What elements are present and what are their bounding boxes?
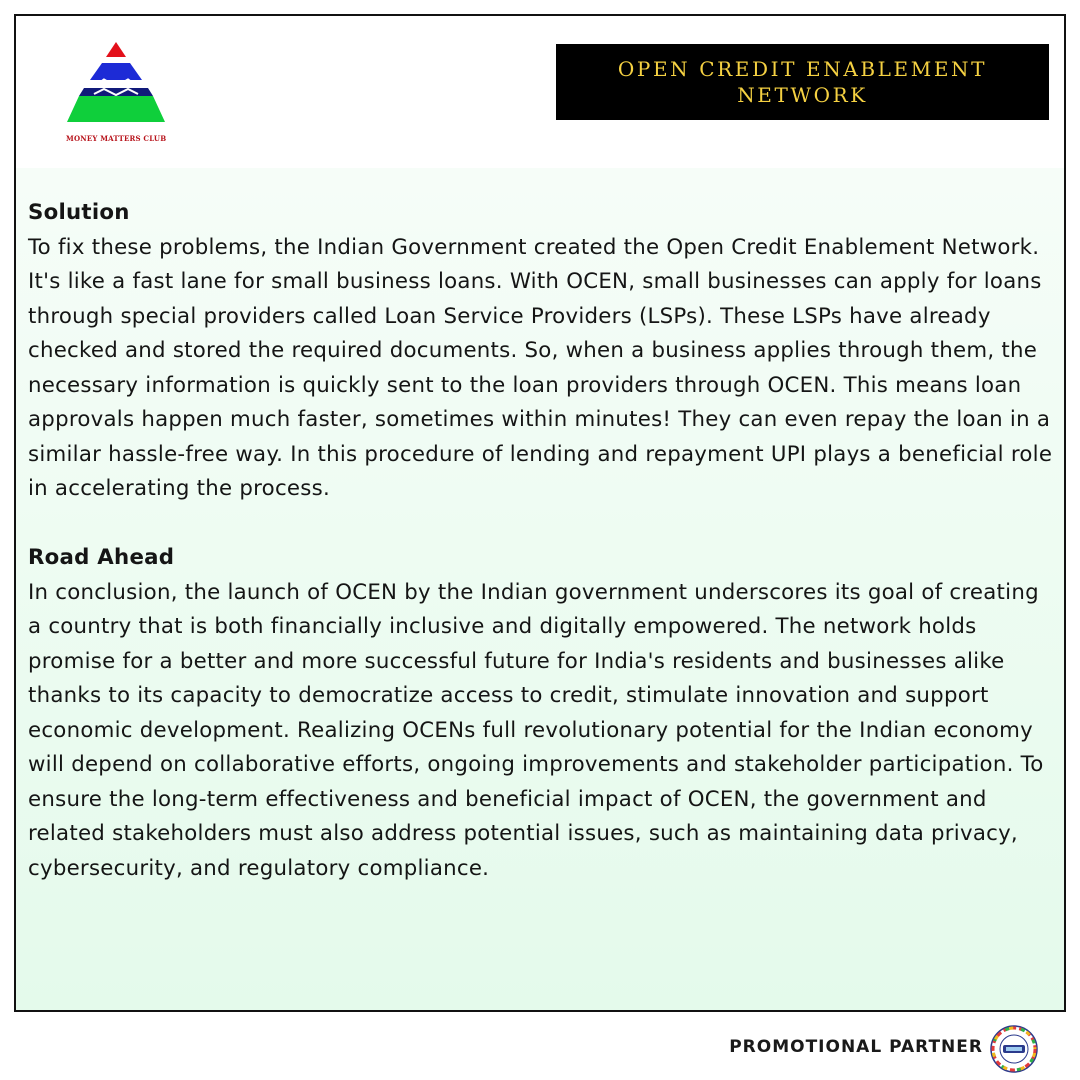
logo-caption: MONEY MATTERS CLUB	[66, 134, 167, 143]
money-matters-club-logo	[66, 40, 167, 143]
article-content	[16, 168, 1064, 1012]
promotional-partner-label: PROMOTIONAL PARTNER	[729, 1037, 983, 1057]
page-title: OPEN CREDIT ENABLEMENT NETWORK	[617, 57, 988, 107]
section-body: In conclusion, the launch of OCEN by the Indian government underscores its goal of creating a country that is both financially inclusive and digitally empowered. The network holds promise for a better and more successful future for India's residents and businesses alike thanks to its capacity to democratize access to credit, stimulate innovation and support economic development. Realizing OCENs full revolutionary potential for the Indian economy will depend on collaborative efforts, ongoing improvements and stakeholder participation. To ensure the long-term effectiveness and beneficial impact of OCEN, the government and related stakeholders must also address potential issues, such as maintaining data privacy, cybersecurity, and regulatory compliance.	[28, 579, 1044, 881]
partner-logo-icon	[990, 1025, 1038, 1073]
content-frame	[14, 14, 1066, 1012]
footer	[0, 1012, 1080, 1080]
section-body: To fix these problems, the Indian Government created the Open Credit Enablement Network. It's like a fast lane for small business loans. With OCEN, small businesses can apply for loans through special providers called Loan Service Providers (LSPs). These LSPs have already checked and stored the required documents. So, when a business applies through them, the necessary information is quickly sent to the loan providers through OCEN. This means loan approvals happen much faster, sometimes within minutes! They can even repay the loan in a similar hassle-free way. In this procedure of lending and repayment UPI plays a beneficial role in accelerating the process.	[28, 234, 1053, 501]
title-banner	[556, 44, 1049, 120]
section-heading: Solution	[28, 200, 130, 225]
section-road-ahead	[28, 541, 1054, 886]
pyramid-logo-icon	[66, 40, 166, 134]
section-solution	[28, 196, 1054, 507]
section-heading: Road Ahead	[28, 545, 175, 570]
header	[16, 16, 1064, 168]
